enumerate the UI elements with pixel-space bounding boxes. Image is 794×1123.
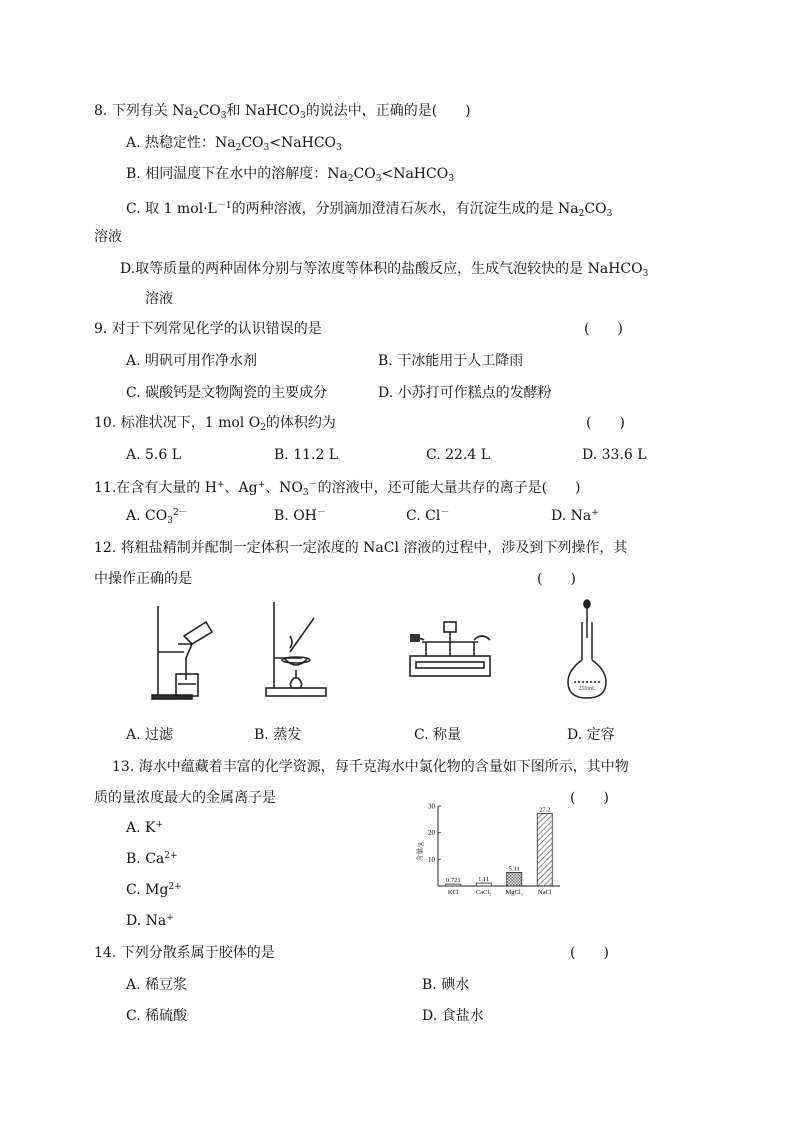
q12-option-b: B. 蒸发: [254, 727, 302, 743]
bar-value-label: 5.11: [508, 865, 520, 873]
q13-stem-cont: 质的量浓度最大的金属离子是: [94, 790, 276, 806]
q9-stem: 9. 对于下列常见化学的认识错误的是: [94, 321, 322, 337]
filtration-apparatus-figure: [148, 600, 218, 702]
bar-value-label: 0.721: [445, 877, 461, 885]
y-tick-label: 20: [428, 829, 435, 838]
q13-option-a: A. K+: [126, 820, 164, 836]
q10-option-a: A. 5.6 L: [126, 447, 182, 463]
q9-answer-paren: ( ): [584, 321, 623, 337]
q8-option-c: C. 取 1 $mol\cdot L^{-1}$的两种溶液，分别滴加澄清石灰水，有沉淀生成的是 $Na_2CO_3$: [126, 201, 613, 219]
q8-option-c-cont: 溶液: [94, 229, 122, 245]
q9-option-a: A. 明矾可用作净水剂: [126, 353, 258, 369]
q12-option-d: D. 定容: [567, 727, 615, 743]
y-tick-label: 30: [428, 802, 435, 811]
x-category-label: MgCl₂: [505, 889, 523, 896]
bar-cacl₂: [476, 883, 491, 886]
q9-option-c: C. 碳酸钙是文物陶瓷的主要成分: [126, 385, 328, 401]
q14-option-a: A. 稀豆浆: [126, 977, 188, 993]
q12-stem-cont: 中操作正确的是: [94, 571, 192, 587]
q10-stem: 10. 标准状况下，1 mol $O_2$的体积约为: [94, 415, 336, 433]
flask-capacity-label: 250mL: [578, 686, 596, 692]
x-category-label: KCl: [447, 889, 459, 896]
q11-option-c: C. Cl－: [406, 508, 450, 524]
bar-nacl: [537, 813, 552, 886]
q11-stem: 11.在含有大量的 H+、Ag+、$NO_3^-$的溶液中，还可能大量共存的离子是( ): [94, 480, 581, 498]
balance-apparatus-figure: [404, 612, 496, 684]
q12-answer-paren: ( ): [537, 571, 576, 587]
bar-mgcl₂: [507, 872, 522, 886]
q13-answer-paren: ( ): [570, 790, 609, 806]
q14-option-d: D. 食盐水: [422, 1008, 484, 1024]
bar-kcl: [446, 884, 461, 886]
q12-option-c: C. 称量: [414, 727, 462, 743]
q12-option-a: A. 过滤: [126, 727, 174, 743]
q8-stem: 8. 下列有关 $Na_2CO_3$和 NaHCO$_3$的说法中，正确的是( ): [94, 103, 471, 121]
q10-option-d: D. 33.6 L: [582, 447, 647, 463]
x-category-label: CaCl₂: [475, 889, 492, 896]
q10-option-c: C. 22.4 L: [426, 447, 491, 463]
q14-option-b: B. 碘水: [422, 977, 470, 993]
q11-option-b: B. OH－: [274, 508, 326, 524]
q13-option-d: D. Na+: [126, 913, 174, 929]
q12-stem: 12. 将粗盐精制并配制一定体积一定浓度的 NaCl 溶液的过程中，涉及到下列操作，其: [94, 540, 628, 556]
q8-option-a: A. 热稳定性：$Na_2CO_3<NaHCO_3$: [126, 135, 342, 153]
q8-option-d-cont: 溶液: [145, 291, 173, 307]
chloride-content-chart: [414, 800, 564, 900]
q10-answer-paren: ( ): [586, 415, 625, 431]
q10-option-b: B. 11.2 L: [274, 447, 339, 463]
y-axis-label: 含量/g: [416, 842, 424, 862]
q11-option-a: A. $CO_3^{2-}$: [126, 508, 188, 526]
q14-answer-paren: ( ): [570, 945, 609, 961]
q9-option-b: B. 干冰能用于人工降雨: [378, 353, 524, 369]
evaporation-apparatus-figure: [262, 598, 330, 702]
y-tick-label: 10: [428, 855, 435, 864]
q9-option-d: D. 小苏打可作糕点的发酵粉: [378, 385, 552, 401]
q13-option-b: B. $Ca^{2+}$: [126, 851, 178, 867]
volumetric-flask-figure: [562, 598, 612, 702]
q14-option-c: C. 稀硫酸: [126, 1008, 188, 1024]
q13-stem: 13. 海水中蕴藏着丰富的化学资源，每千克海水中氯化物的含量如下图所示，其中物: [112, 759, 629, 775]
q13-option-c: C. $Mg^{2+}$: [126, 882, 182, 898]
x-category-label: NaCl: [537, 889, 552, 896]
q8-option-d: D.取等质量的两种固体分别与等浓度等体积的盐酸反应，生成气泡较快的是 NaHCO$_3$: [120, 261, 649, 279]
bar-value-label: 27.2: [539, 806, 551, 814]
q14-stem: 14. 下列分散系属于胶体的是: [94, 945, 275, 961]
q11-option-d: D. Na+: [551, 508, 599, 524]
bar-value-label: 1.11: [478, 876, 490, 884]
q8-option-b: B. 相同温度下在水中的溶解度：$Na_2CO_3<NaHCO_3$: [126, 166, 454, 184]
